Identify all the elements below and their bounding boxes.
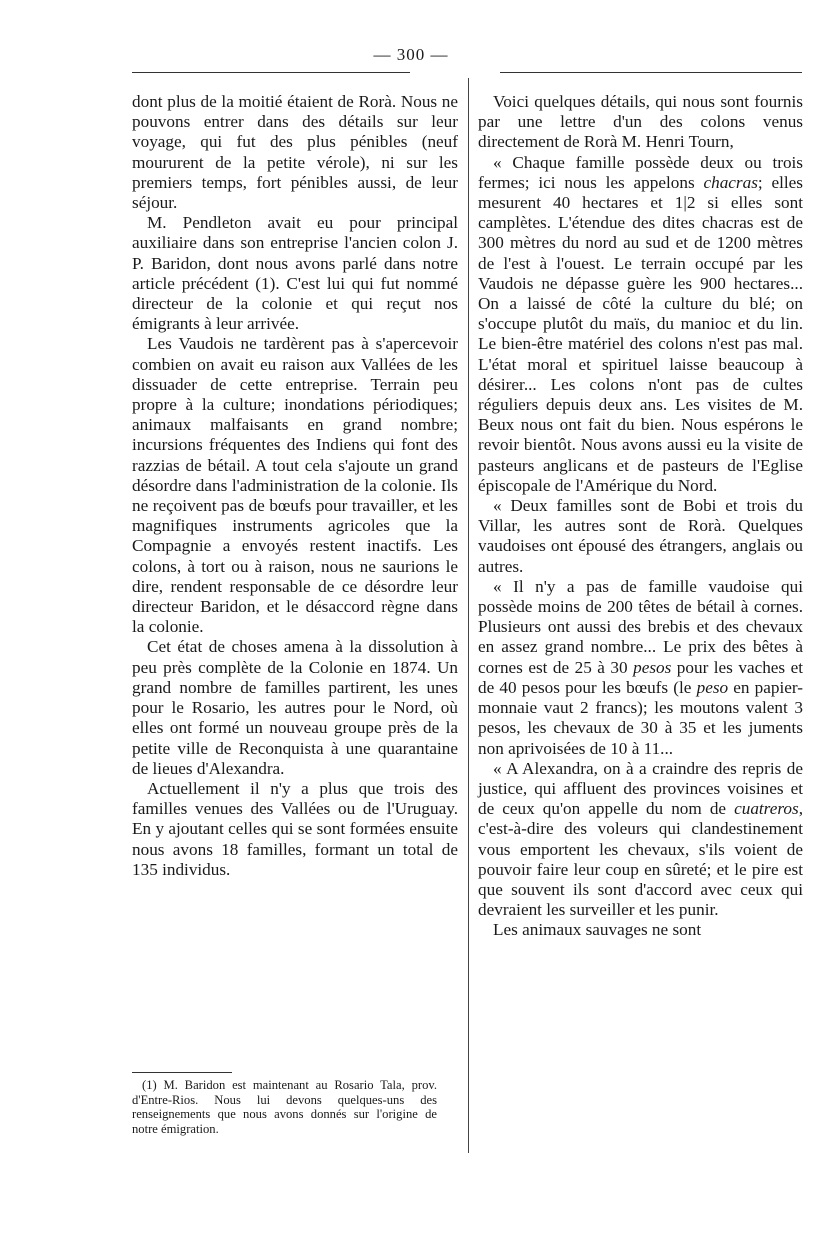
right-column	[478, 92, 803, 941]
right-paragraph	[478, 153, 803, 496]
header-rule-right	[500, 72, 802, 73]
right-paragraph	[478, 92, 803, 153]
footnote: (1) M. Baridon est maintenant au Rosario Tala, prov. d'Entre-Rios. Nous lui devons quelques-uns des renseignements que nous avons donnés sur l'origine de notre émigration.	[132, 1078, 437, 1136]
right-paragraph	[478, 496, 803, 577]
italic-term: cuatreros	[734, 799, 799, 819]
text-run: Les animaux sauvages ne sont	[493, 920, 702, 940]
left-paragraph: Cet état de choses amena à la dissolution à peu près complète de la Colonie en 1874. Un grand nombre de familles partirent, les unes pour le Rosario, les autres pour le Nord, où elles ont formé un nouveau groupe près de la petite ville de Reconquista à une quarantaine de lieues d'Alexandra.	[132, 637, 458, 778]
right-paragraph	[478, 759, 803, 921]
italic-term: chacras	[703, 172, 758, 192]
page-number: — 300 —	[373, 45, 449, 64]
text-run: « Deux familles sont de Bobi et trois du Villar, les autres sont de Rorà. Quelques vaudoises ont épousé des étrangers, anglais ou autres.	[478, 496, 803, 576]
text-run: pour les vaches et de 40 pesos pour les bœufs (le	[478, 657, 803, 697]
text-run: « Il n'y a pas de famille vaudoise qui possède moins de 200 têtes de bétail à cornes. Plusieurs ont aussi des brebis et des chevaux en assez grand nombre... Le prix des bêtes à cornes est de 25 à 30	[478, 576, 803, 677]
italic-term: pesos	[633, 657, 672, 677]
text-run: « Chaque famille possède deux ou trois fermes; ici nous les appelons	[478, 152, 803, 192]
left-paragraph: Actuellement il n'y a plus que trois des familles venues des Vallées ou de l'Uruguay. En y ajoutant celles qui se sont formées ensuite nous avons 18 familles, formant un total de 135 individus.	[132, 778, 458, 879]
right-paragraph	[478, 577, 803, 759]
text-run: ; elles mesurent 40 hectares et 1|2 si elles sont camplètes. L'étendue des dites chacras est de 300 mètres du nord au sud et de 1200 mètres de l'est à l'ouest. Le terrain occupé par les Vaudois ne dépasse guère les 900 hectares... On a laissé de côté la culture du blé; on s'occupe plutôt du maïs, du manioc et du lin. Le bien-être matériel des colons n'est pas mal. L'état moral et spirituel laisse beaucoup à désirer... Les colons n'ont pas de cultes réguliers depuis deux ans. Les visites de M. Beux nous ont fait du bien. Nous espérons le revoir bientôt. Nous avons aussi eu la visite de pasteurs anglicans et de pasteurs de l'Eglise épiscopale de l'Amérique du Nord.	[478, 172, 803, 495]
footnote-rule	[132, 1072, 232, 1073]
italic-term: peso	[696, 677, 729, 697]
right-paragraph	[478, 920, 803, 940]
text-run: Voici quelques détails, qui nous sont fournis par une lettre d'un des colons venus directement de Rorà M. Henri Tourn,	[478, 92, 803, 152]
header-rule-left	[132, 72, 410, 73]
left-paragraph: dont plus de la moitié étaient de Rorà. Nous ne pouvons entrer dans des détails sur leur voyage, qui fut des plus pénibles (neuf moururent de la petite vérole), ni sur les premiers temps, fort pénibles aussi, de leur séjour.	[132, 92, 458, 213]
text-run: « A Alexandra, on à a craindre des repris de justice, qui affluent des provinces voisines et de ceux qu'on appelle du nom de	[478, 758, 803, 819]
column-divider	[468, 78, 469, 1153]
left-column	[132, 92, 458, 880]
text-run: en papier-monnaie vaut 2 francs); les moutons valent 3 pesos, les chevaux de 30 à 35 et les juments non aprivoisées de 10 à 11...	[478, 677, 804, 758]
text-run: , c'est-à-dire des voleurs qui clandestinement vous emportent les chevaux, s'ils voient de pouvoir faire leur coup en sûreté; et le pire est que souvent ils sont d'accord avec ceux qui devraient les surveiller et les punir.	[478, 799, 803, 920]
left-paragraph: M. Pendleton avait eu pour principal auxiliaire dans son entreprise l'ancien colon J. P. Baridon, dont nous avons parlé dans notre article précédent (1). C'est lui qui fut nommé directeur de la colonie et qui reçut nos émigrants à leur arrivée.	[132, 213, 458, 334]
left-paragraph: Les Vaudois ne tardèrent pas à s'apercevoir combien on avait eu raison aux Vallées de les dissuader de cette entreprise. Terrain peu propre à la culture; inondations périodiques; animaux malfaisants en grand nombre; incursions fréquentes des Indiens qui font des razzias de bétail. A tout cela s'ajoute un grand désordre dans l'administration de la colonie. Ils ne reçoivent pas de bœufs pour travailler, et les magnifiques instruments agricoles que la Compagnie a envoyés restent inactifs. Les colons, à tort ou à raison, nous ne saurions le dire, rendent responsable de ce désordre leur directeur Baridon, et le désaccord règne dans la colonie.	[132, 334, 458, 637]
